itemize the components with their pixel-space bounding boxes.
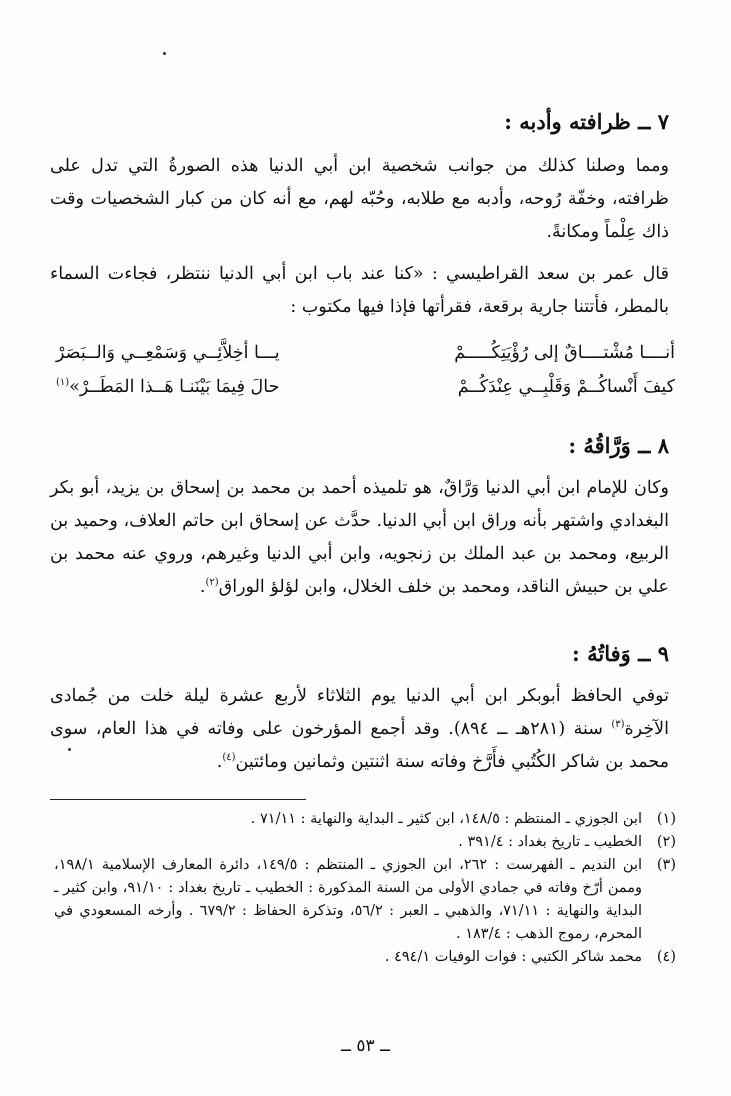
footnote-text: محمد شاكر الكتبي : فوات الوفيات ٤٩٤/١ . xyxy=(384,949,642,965)
verse-line xyxy=(56,370,675,404)
page-number: ــ ٥٣ ــ xyxy=(340,1036,390,1056)
footnote-number: (٣) xyxy=(656,857,676,873)
verse-hemistich-first: أنــــا مُشْتــــاقٌ إلى رُؤْيَتِكُـــــمْ xyxy=(454,343,675,363)
quote-intro-paragraph: قال عمر بن سعد القراطيسي : «كنا عند باب ابن أبي الدنيا ننتظر، فجاءت السماء بالمطر، فأتتنا جارية برقعة، فقرأتها فإذا فيها مكتوب : xyxy=(50,264,669,317)
footnotes xyxy=(54,808,676,969)
section-7-heading: ٧ ــ ظرافته وأدبه : xyxy=(504,109,669,134)
footnote-number: (٤) xyxy=(656,949,676,965)
footnote-3 xyxy=(54,854,676,946)
poem xyxy=(56,336,675,404)
section-7-paragraph: ومما وصلنا كذلك من جوانب شخصية ابن أبي الدنيا هذه الصورةُ التي تدل على ظرافته، وخفّة رُوحه، وأدبه مع طلابه، وحُبّه لهم، مع أنه كان من كبار الشخصيات وقت ذاك عِلْماً ومكانةً. xyxy=(50,156,669,242)
verse-hemistich-second xyxy=(56,370,390,404)
section-8-paragraph xyxy=(50,472,669,612)
footnote-1 xyxy=(54,808,676,831)
verse-line xyxy=(56,336,675,370)
ink-speck xyxy=(163,52,166,55)
sentence-end: . xyxy=(216,752,223,772)
footnote-text: ابن الجوزي ـ المنتظم : ١٤٨/٥، ابن كثير ـ البداية والنهاية : ٧١/١١ . xyxy=(250,811,642,827)
footnote-number: (١) xyxy=(656,811,676,827)
footnote-text: الخطيب ـ تاريخ بغداد : ٣٩١/٤ . xyxy=(458,834,642,850)
section-8-text: وكان للإمام ابن أبي الدنيا وَرَّاقٌ، هو تلميذه أحمد بن محمد بن إسحاق بن يزيد، أبو بكر البغدادي واشتهر بأنه وراق ابن أبي الدنيا. حدَّث عن إسحاق ابن حاتم العلاف، وحميد بن الربيع، ومحمد بن عبد الملك بن زنجويه، وابن أبي الدنيا وغيرهم، وروي عنه محمد بن علي بن حبيش الناقد، ومحمد بن خلف الخلال، وابن لؤلؤ الوراق xyxy=(50,478,669,597)
footnote-separator xyxy=(50,799,306,800)
verse-text: حالَ فِيمَا بَيْنَنـا هَــذا المَطَــرْ» xyxy=(69,377,280,397)
section-8-heading: ٨ ــ وَرَّاقُهُ : xyxy=(568,433,669,458)
section-9-heading: ٩ ــ وَفاتُهُ : xyxy=(572,641,669,666)
sentence-end: . xyxy=(199,577,206,597)
footnote-text: ابن النديم ـ الفهرست : ٢٦٢، ابن الجوزي ـ المنتظم : ١٤٩/٥، دائرة المعارف الإسلامية ١٩٨/١، وممن أرّخ وفاته في جمادي الأولى من السنة المذكورة : الخطيب ـ تاريخ بغداد : ٩١/١٠، وابن كثير ـ البداية والنهاية : ٧١/١١، والذهبي ـ العبر : ٥٦/٢، وتذكرة الحفاظ : ٦٧٩/٢ . وأرخه المسعودي في المحرم، رموج الذهب : ١٨٣/٤ . xyxy=(54,857,643,942)
footnote-ref-3: (٣) xyxy=(611,719,625,731)
footnote-4 xyxy=(54,946,676,969)
verse-hemistich-second: يـــا أخِلاَّئِــي وَسَمْعِــي وَالــبَصَرْ xyxy=(56,343,280,363)
section-9-text-1: توفي الحافظ أبوبكر ابن أبي الدنيا يوم الثلاثاء لأربع عشرة ليلة خلت من جُمادى الآخِرة xyxy=(50,686,670,739)
footnote-2 xyxy=(54,831,676,854)
footnote-ref-2: (٢) xyxy=(205,577,219,589)
footnote-number: (٢) xyxy=(656,834,676,850)
footnote-ref-1: (١) xyxy=(56,377,70,389)
footnote-ref-4: (٤) xyxy=(222,752,236,764)
section-9-paragraph xyxy=(50,680,669,785)
section-9-text-2: سنة (٢٨١هـ ــ ٨٩٤). وقد أجمع المؤرخون على وفاته في هذا العام، سوى محمد بن شاكر الكُتُبي فأَرَّخ وفاته سنة اثنتين وثمانين ومائتين xyxy=(50,719,669,772)
verse-hemistich-first: كيفَ أَنْساكُــمْ وَقَلْبِــي عِنْدَكُــمْ xyxy=(457,377,675,397)
